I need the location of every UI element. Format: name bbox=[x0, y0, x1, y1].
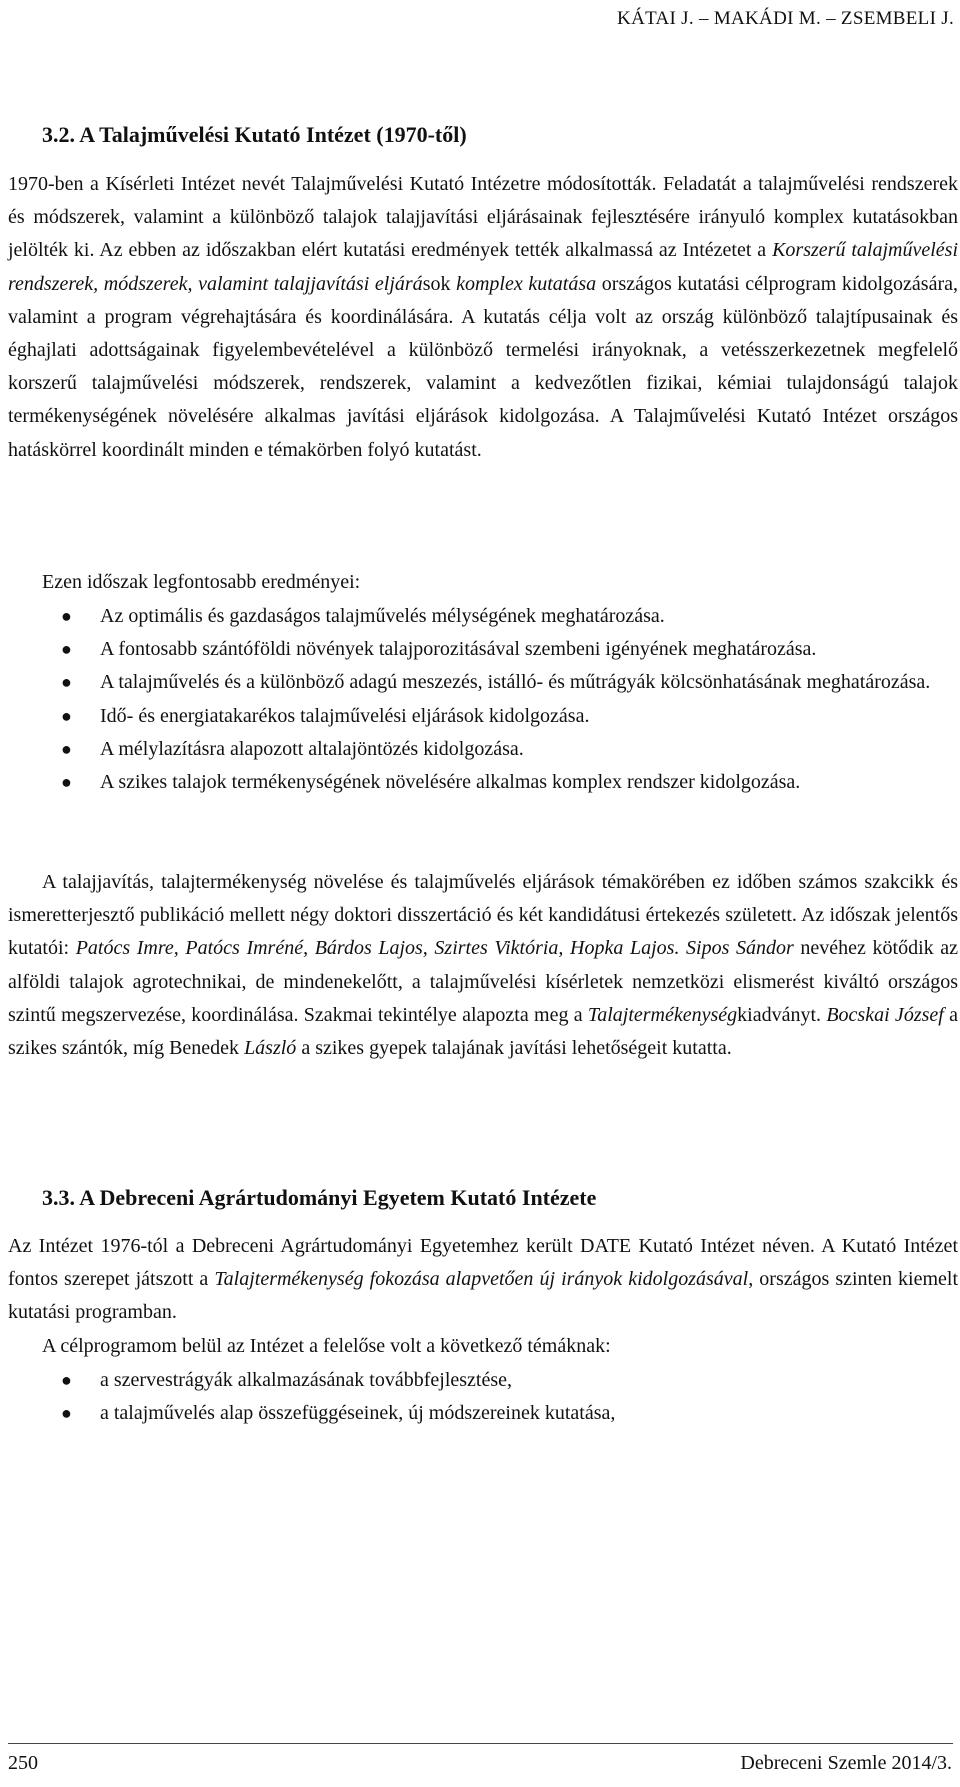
text-run: a szikes szántók, míg Benedek bbox=[8, 1003, 958, 1060]
list-item-text: Az optimális és gazdaságos talajművelés mélységének meghatározása. bbox=[100, 605, 665, 627]
text-run: nevéhez kötődik az alföldi talajok agrotechnikai, de mindenekelőtt, a talajművelési kísérletek nemzetközi elismerést kiváltó országos szintű megszervezése, koordinálása. Szakmai tekintélye alapozta meg a bbox=[8, 937, 959, 1026]
list-item bbox=[8, 633, 958, 666]
text-run: , országos szinten kiemelt kutatási programban. bbox=[8, 1268, 958, 1324]
bullet-icon: ● bbox=[61, 772, 72, 793]
list-item-text: A szikes talajok termékenységének növelésére alkalmas komplex rendszer kidolgozása. bbox=[100, 771, 801, 794]
list-item-text: a talajművelés alap összefüggéseinek, új módszereinek kutatása, bbox=[100, 1402, 616, 1425]
running-header: KÁTAI J. – MAKÁDI M. – ZSEMBELI J. bbox=[617, 8, 954, 29]
paragraph-researchers bbox=[8, 866, 958, 1065]
list-item bbox=[8, 733, 958, 766]
journal-name: Debreceni Szemle 2014/3. bbox=[740, 1752, 952, 1774]
text-run: országos kutatási célprogram kidolgozására, valamint a program végrehajtására és koordinálására. A kutatás célja volt az ország különböző talajtípusainak és éghajlati adottságainak figyelembevételével a különböző termelési irányoknak, a vetésszerkezetnek megfelelő korszerű talajművelési módszerek, rendszerek, valamint a kedvezőtlen fizikai, kémiai tulajdonságú talajok termékenységének növelésére alkalmas javítási eljárások kidolgozása. A Talajművelési Kutató Intézet országos hatáskörrel koordinált minden e témakörben folyó kutatást. bbox=[8, 272, 958, 461]
topics-list bbox=[8, 1364, 958, 1430]
results-list bbox=[8, 600, 958, 799]
list-item bbox=[8, 700, 958, 733]
list-item-text: a szervestrágyák alkalmazásának továbbfejlesztése, bbox=[100, 1369, 513, 1391]
page-number: 250 bbox=[8, 1752, 38, 1774]
bullet-icon: ● bbox=[61, 672, 72, 693]
section-heading-3-3: 3.3. A Debreceni Agrártudományi Egyetem Kutató Intézete bbox=[42, 1185, 597, 1210]
list-item-text: A fontosabb szántóföldi növények talajporozitásával szembeni igényének meghatározása. bbox=[100, 638, 817, 661]
italic-run: László bbox=[244, 1037, 297, 1060]
list-item bbox=[8, 1397, 958, 1430]
list-item-text: Idő- és energiatakarékos talajművelési eljárások kidolgozása. bbox=[100, 704, 590, 727]
list-item-text: A talajművelés és a különböző adagú meszezés, istálló- és műtrágyák kölcsönhatásának meghatározása. bbox=[100, 671, 931, 694]
paragraph-intro-3-3 bbox=[8, 1230, 958, 1330]
list-item bbox=[8, 766, 958, 799]
text-run: A talajjavítás, talajtermékenység növelése és talajművelés eljárások témakörében ez időben számos szakcikk és ismeretterjesztő publikáció mellett négy doktori disszertáció és két kandidátusi értekezés született. Az időszak jelentős kutatói: bbox=[8, 871, 958, 960]
text-run: a szikes gyepek talajának javítási lehetőségeit kutatta. bbox=[296, 1037, 732, 1060]
bullet-icon: ● bbox=[61, 606, 72, 626]
text-run: Az Intézet 1976-tól a Debreceni Agrártudományi Egyetemhez került DATE Kutató Intézet néven. A Kutató Intézet fontos szerepet játszott a bbox=[8, 1235, 958, 1291]
italic-run: Korszerű talajművelési rendszerek, módszerek, valamint talajjavítási eljárá bbox=[8, 239, 958, 295]
italic-run: komplex kutatása bbox=[456, 272, 597, 295]
section-heading-3-2: 3.2. A Talajművelési Kutató Intézet (1970-től) bbox=[42, 122, 467, 147]
bullet-icon: ● bbox=[61, 1403, 72, 1424]
italic-run: Talajtermékenység fokozása alapvetően új irányok kidolgozásával bbox=[214, 1268, 749, 1291]
topics-intro: A célprogramom belül az Intézet a felelőse volt a következő témáknak: bbox=[42, 1335, 611, 1357]
footer-rule bbox=[8, 1743, 953, 1744]
list-item bbox=[8, 600, 958, 633]
list-item bbox=[8, 666, 958, 699]
text-run: sok bbox=[422, 272, 457, 295]
bullet-icon: ● bbox=[61, 705, 72, 726]
italic-run: Talajtermékenység bbox=[587, 1003, 738, 1026]
list-item bbox=[8, 1364, 958, 1397]
text-run: 1970-ben a Kísérleti Intézet nevét Talajművelési Kutató Intézetre módosították. Feladatát a talajművelési rendszerek és módszerek, valamint a különböző talajok talajjavítási eljárásainak fejlesztésére irányuló komplex kutatásokban jelölték ki. Az ebben az időszakban elért kutatási eredmények tették alkalmassá az Intézetet a bbox=[8, 173, 958, 262]
italic-run: Patócs Imre, Patócs Imréné, Bárdos Lajos, Szirtes Viktória, Hopka Lajos. Sipos Sándor bbox=[75, 937, 794, 960]
text-run: kiadványt. bbox=[737, 1003, 827, 1026]
list-item-text: A mélylazításra alapozott altalajöntözés kidolgozása. bbox=[100, 737, 524, 760]
bullet-icon: ● bbox=[61, 1370, 72, 1390]
paragraph-intro-3-2 bbox=[8, 168, 958, 467]
italic-run: Bocskai József bbox=[826, 1003, 944, 1026]
results-intro: Ezen időszak legfontosabb eredményei: bbox=[42, 571, 361, 593]
bullet-icon: ● bbox=[61, 639, 72, 660]
bullet-icon: ● bbox=[61, 738, 72, 759]
